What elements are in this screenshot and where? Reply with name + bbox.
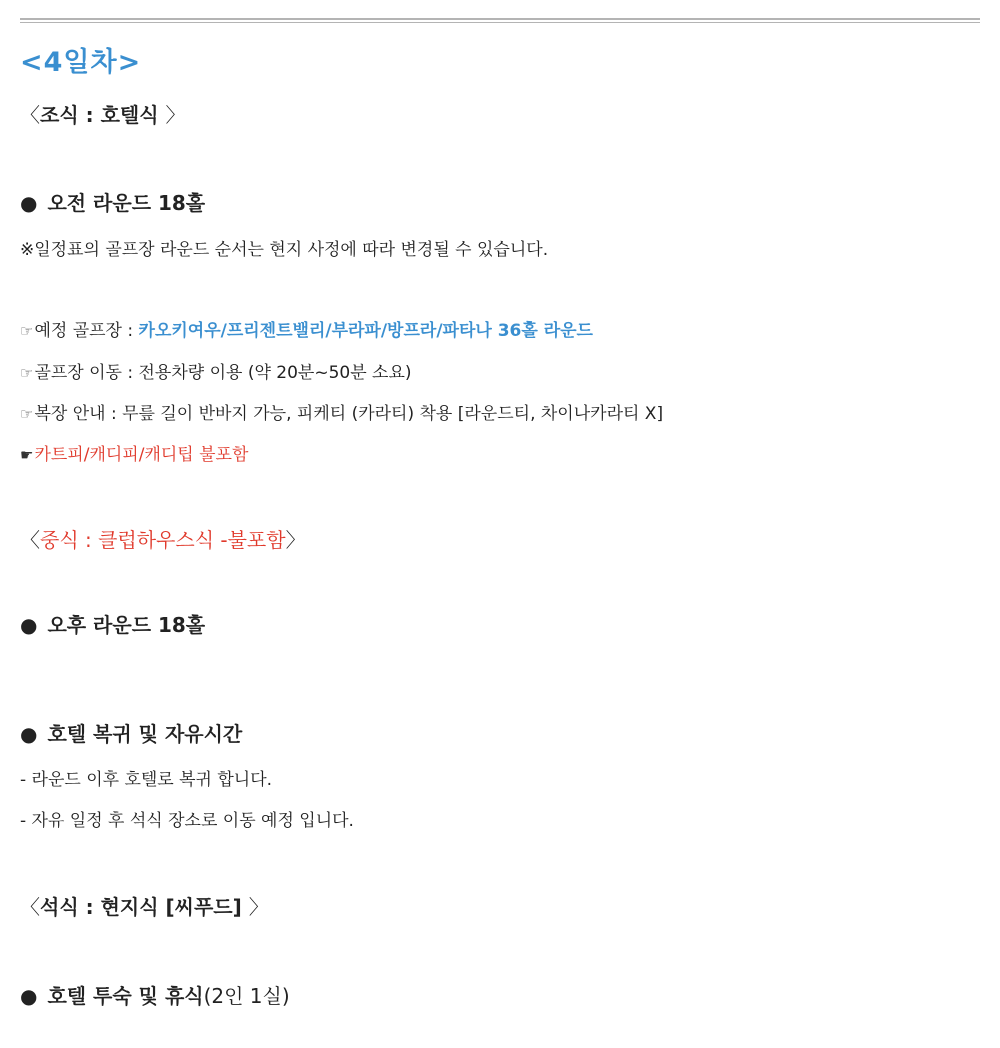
transfer-line xyxy=(20,358,412,383)
afternoon-round-heading xyxy=(20,609,205,638)
hotel-return-line-2: - 자유 일정 후 석식 장소로 이동 예정 입니다. xyxy=(20,811,354,831)
bracket-close: 〉 xyxy=(285,528,306,552)
breakfast-label: 조식 : 호텔식 xyxy=(40,103,159,127)
bracket-close: 〉 xyxy=(248,895,269,919)
hand-pointer-icon: ☞ xyxy=(20,322,34,340)
top-divider xyxy=(20,18,980,23)
day-title: <4일차> xyxy=(20,47,142,78)
dress-text: 복장 안내 : 무릎 길이 반바지 가능, 피케티 (카라티) 착용 [라운드티, 차이나카라티 X] xyxy=(34,404,664,424)
hand-pointer-icon: ☞ xyxy=(20,364,34,382)
dress-line xyxy=(20,399,663,424)
stay-heading xyxy=(20,980,290,1009)
bullet-icon: ● xyxy=(20,191,38,215)
hotel-return-heading xyxy=(20,718,242,747)
morning-round-title: 오전 라운드 18홀 xyxy=(47,191,206,215)
lunch-line xyxy=(20,524,306,553)
bullet-icon: ● xyxy=(20,984,38,1008)
course-label: 예정 골프장 : xyxy=(34,321,139,341)
bullet-icon: ● xyxy=(20,722,38,746)
lunch-label: 중식 : 클럽하우스식 -불포함 xyxy=(40,528,286,552)
fees-line xyxy=(20,440,248,465)
hand-pointer-solid-icon: ☛ xyxy=(20,446,34,464)
bracket-open: 〈 xyxy=(20,103,40,127)
dinner-label: 석식 : 현지식 [씨푸드] xyxy=(40,895,242,919)
fees-text: 카트피/캐디피/캐디팁 불포함 xyxy=(34,445,249,465)
bracket-close: 〉 xyxy=(165,103,186,127)
breakfast-line xyxy=(20,99,186,128)
dinner-line xyxy=(20,891,269,920)
hand-pointer-icon: ☞ xyxy=(20,405,34,423)
transfer-text: 골프장 이동 : 전용차량 이용 (약 20분~50분 소요) xyxy=(34,363,412,383)
bullet-icon: ● xyxy=(20,613,38,637)
bracket-open: 〈 xyxy=(20,895,40,919)
schedule-note: ※일정표의 골프장 라운드 순서는 현지 사정에 따라 변경될 수 있습니다. xyxy=(20,240,549,260)
course-line xyxy=(20,316,593,341)
stay-title: 호텔 투숙 및 휴식 xyxy=(47,984,204,1008)
stay-suffix: (2인 1실) xyxy=(203,984,290,1008)
afternoon-round-title: 오후 라운드 18홀 xyxy=(47,613,206,637)
course-value: 카오키여우/프리젠트밸리/부라파/방프라/파타나 36홀 라운드 xyxy=(138,321,593,341)
bracket-open: 〈 xyxy=(20,528,40,552)
hotel-return-title: 호텔 복귀 및 자유시간 xyxy=(47,722,243,746)
hotel-return-line-1: - 라운드 이후 호텔로 복귀 합니다. xyxy=(20,770,273,790)
morning-round-heading xyxy=(20,187,205,216)
